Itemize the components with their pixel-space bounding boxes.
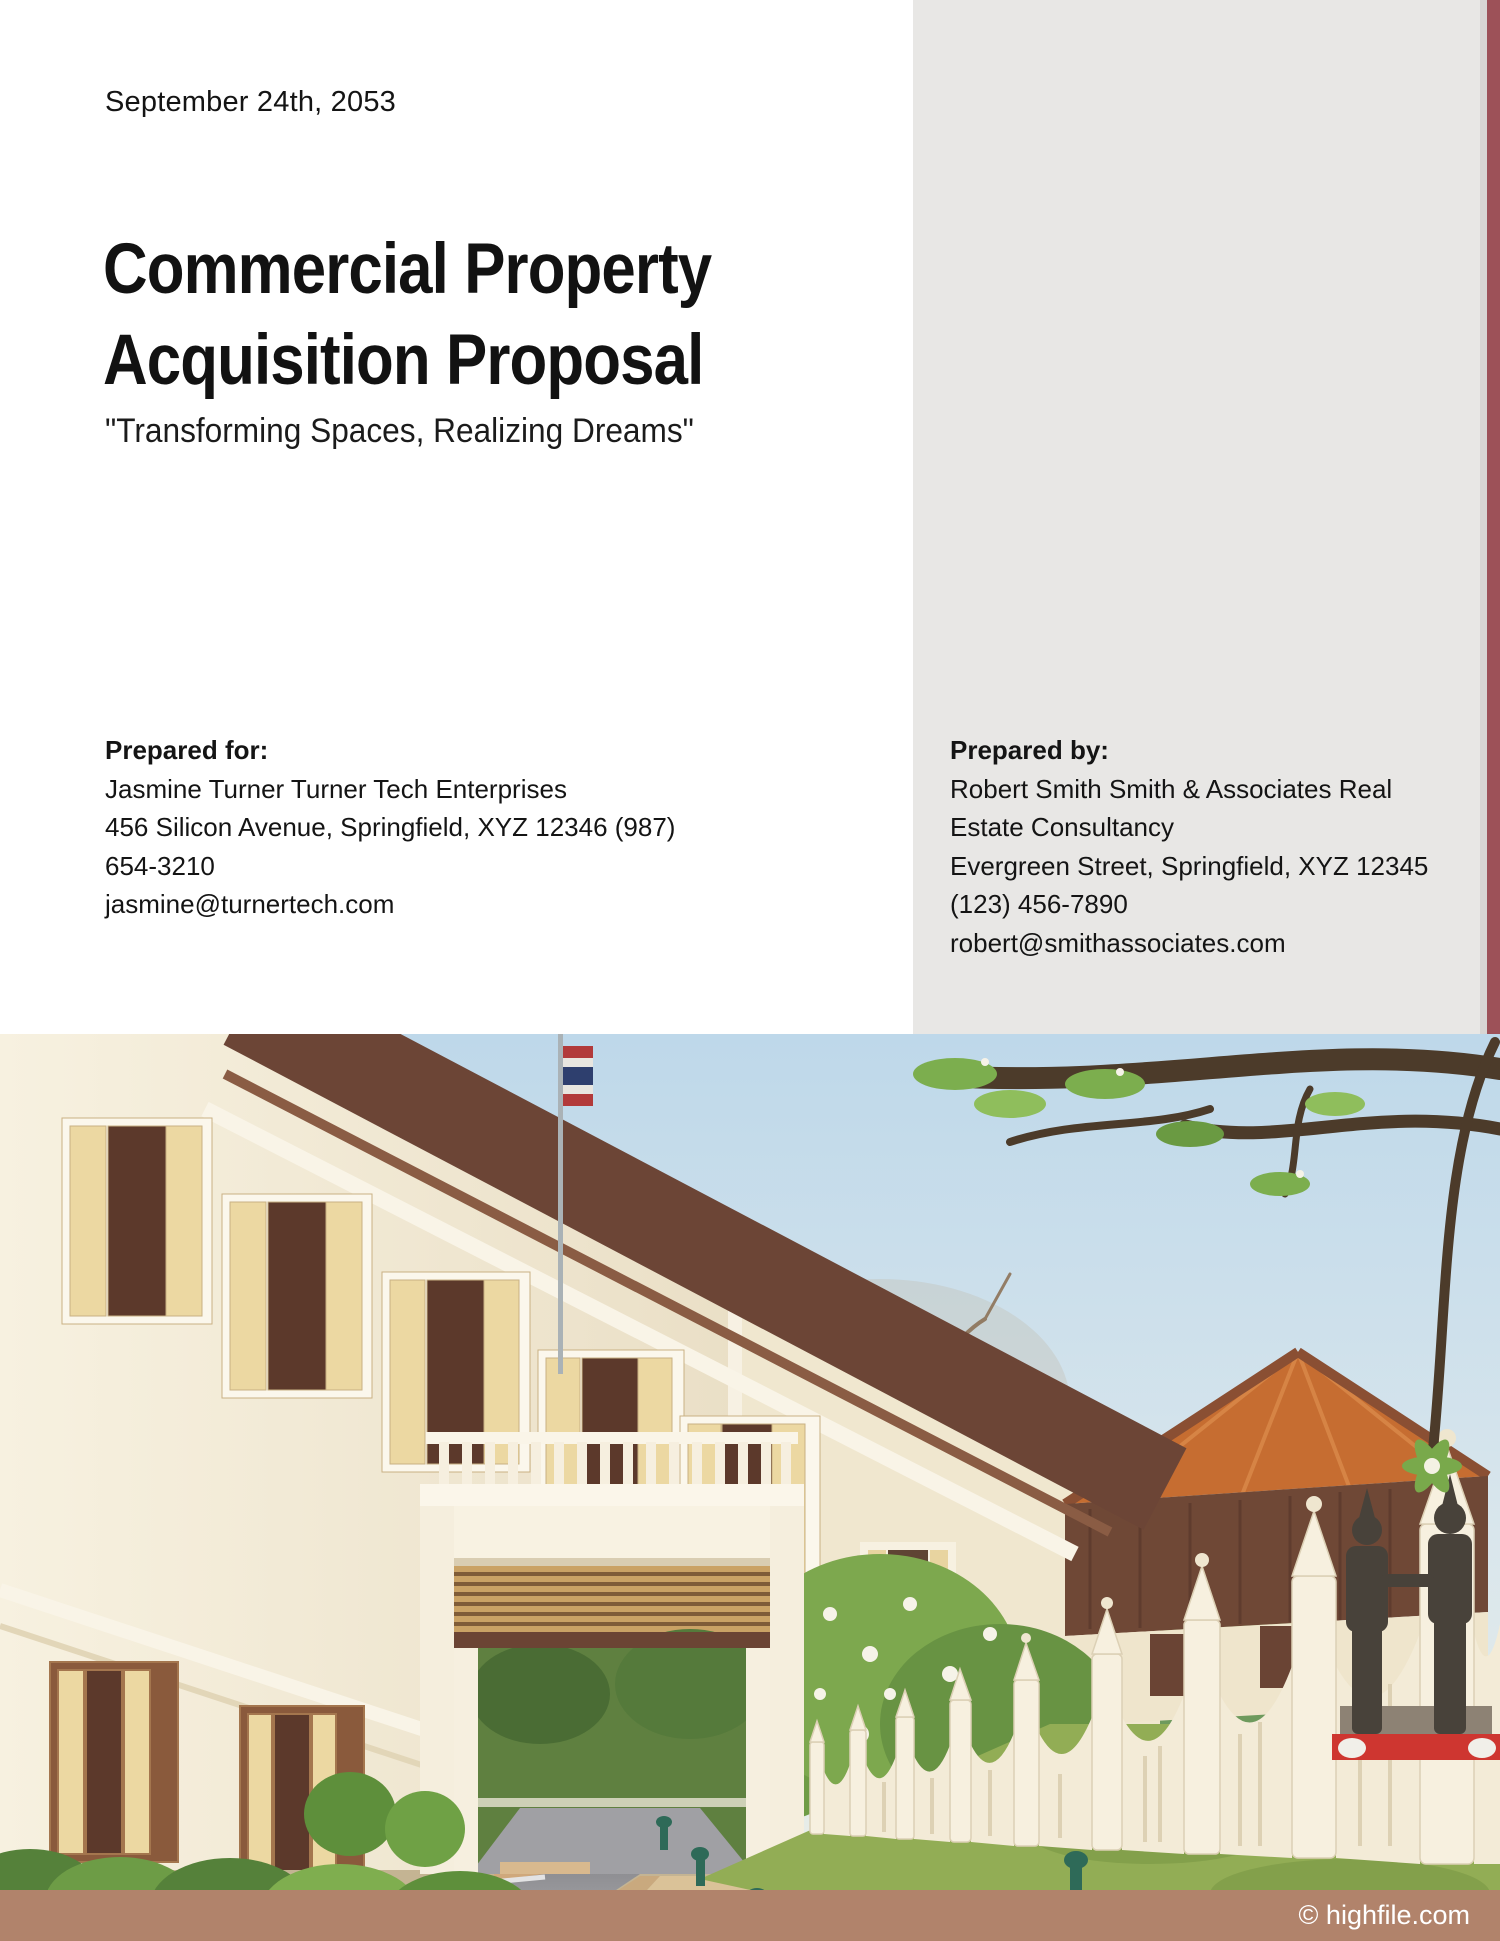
prepared-by-line: Evergreen Street, Springfield, XYZ 12345 (950, 850, 1429, 881)
accent-stripe (1487, 0, 1500, 1034)
title-line-2: Acquisition Proposal (103, 321, 704, 400)
prepared-by-label: Prepared by: (950, 735, 1109, 765)
watermark-credit: © highfile.com (1298, 1900, 1470, 1930)
document-date: September 24th, 2053 (105, 86, 396, 118)
watermark-bar (0, 1890, 1500, 1941)
property-photo-illustration (0, 1034, 1500, 1941)
prepared-for-line: 456 Silicon Avenue, Springfield, XYZ 12346 (987) (105, 812, 676, 842)
prepared-by-line: Estate Consultancy (950, 812, 1175, 842)
document-tagline: "Transforming Spaces, Realizing Dreams" (105, 412, 694, 450)
document-title (103, 224, 711, 406)
title-line-1: Commercial Property (103, 230, 712, 309)
prepared-for-line: Jasmine Turner Turner Tech Enterprises (105, 773, 567, 804)
prepared-for-email: jasmine@turnertech.com (105, 889, 395, 919)
prepared-by-email: robert@smithassociates.com (950, 927, 1286, 958)
panel-divider (1480, 0, 1487, 1034)
prepared-by-block (950, 731, 1428, 962)
porte-cochere (420, 1432, 804, 1898)
property-photo (0, 1034, 1500, 1941)
prepared-for-line: 654-3210 (105, 850, 215, 881)
prepared-by-line: (123) 456-7890 (950, 889, 1128, 919)
prepared-for-label: Prepared for: (105, 735, 269, 765)
prepared-by-line: Robert Smith Smith & Associates Real (950, 773, 1393, 804)
prepared-for-block (105, 731, 675, 924)
